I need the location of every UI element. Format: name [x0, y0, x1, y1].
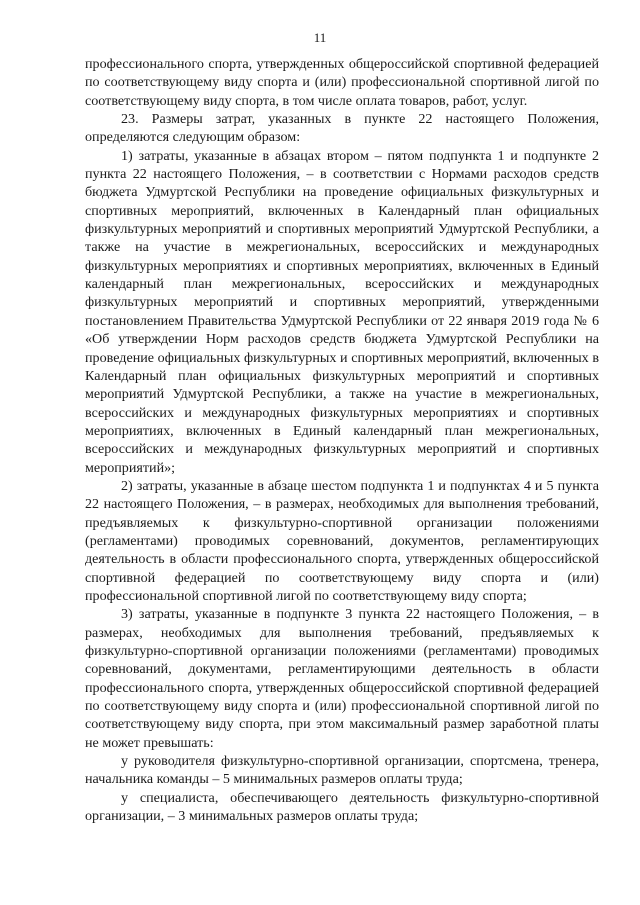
document-body [85, 55, 599, 825]
paragraph-subclause-3: 3) затраты, указанные в подпункте 3 пункта 22 настоящего Положения, – в размерах, необходимых для выполнения требований, предъявляемых к физкультурно-спортивной организации положениями (регламентами) проводимых соревнований, документами, регламентирующими деятельность в области профессионального спорта, утвержденных общероссийской спортивной федерацией по соответствующему виду спорта и (или) профессиональной спортивной лигой по соответствующему виду спорта, при этом максимальный размер заработной платы не может превышать: [85, 606, 599, 751]
paragraph-subclause-1: 1) затраты, указанные в абзацах втором – пятом подпункта 1 и подпункте 2 пункта 22 настоящего Положения, – в соответствии с Нормами расходов средств бюджета Удмуртской Республики на проведение официальных физкультурных и спортивных мероприятий, включенных в Календарный план официальных физкультурных мероприятий и спортивных мероприятий Удмуртской Республики, а также на участие в межрегиональных, всероссийских и международных физкультурных мероприятиях и спортивных мероприятиях, включенных в Единый календарный план межрегиональных, всероссийских и международных физкультурных мероприятий и спортивных мероприятий, утвержденными постановлением Правительства Удмуртской Республики от 22 января 2019 года № 6 «Об утверждении Норм расходов средств бюджета Удмуртской Республики на проведение официальных физкультурных и спортивных мероприятий, включенных в Календарный план официальных физкультурных мероприятий и спортивных мероприятий Удмуртской Республики, а также на участие в межрегиональных, всероссийских и международных физкультурных мероприятиях и спортивных мероприятиях, включенных в Единый календарный план межрегиональных, всероссийских и международных физкультурных мероприятий и спортивных мероприятий»; [85, 147, 599, 476]
paragraph-manager-salary-limit: у руководителя физкультурно-спортивной организации, спортсмена, тренера, начальника команды – 5 минимальных размеров оплаты труда; [85, 753, 599, 788]
paragraph-clause-23: 23. Размеры затрат, указанных в пункте 22 настоящего Положения, определяются следующим образом: [85, 111, 599, 146]
paragraph-specialist-salary-limit: у специалиста, обеспечивающего деятельность физкультурно-спортивной организации, – 3 минимальных размеров оплаты труда; [85, 789, 599, 825]
page-number: 11 [313, 30, 327, 45]
paragraph-continuation: профессионального спорта, утвержденных общероссийской спортивной федерацией по соответствующему виду спорта и (или) профессиональной спортивной лигой по соответствующему виду спорта, в том числе оплата товаров, работ, услуг. [85, 56, 599, 109]
paragraph-subclause-2: 2) затраты, указанные в абзаце шестом подпункта 1 и подпунктах 4 и 5 пункта 22 настоящего Положения, – в размерах, необходимых для выполнения требований, предъявляемых к физкультурно-спортивной организации положениями (регламентами) проводимых соревнований, документов, регламентирующих деятельность в области профессионального спорта, утвержденных общероссийской спортивной федерацией по соответствующему виду спорта и (или) профессиональной спортивной лигой по соответствующему виду спорта; [85, 477, 599, 604]
